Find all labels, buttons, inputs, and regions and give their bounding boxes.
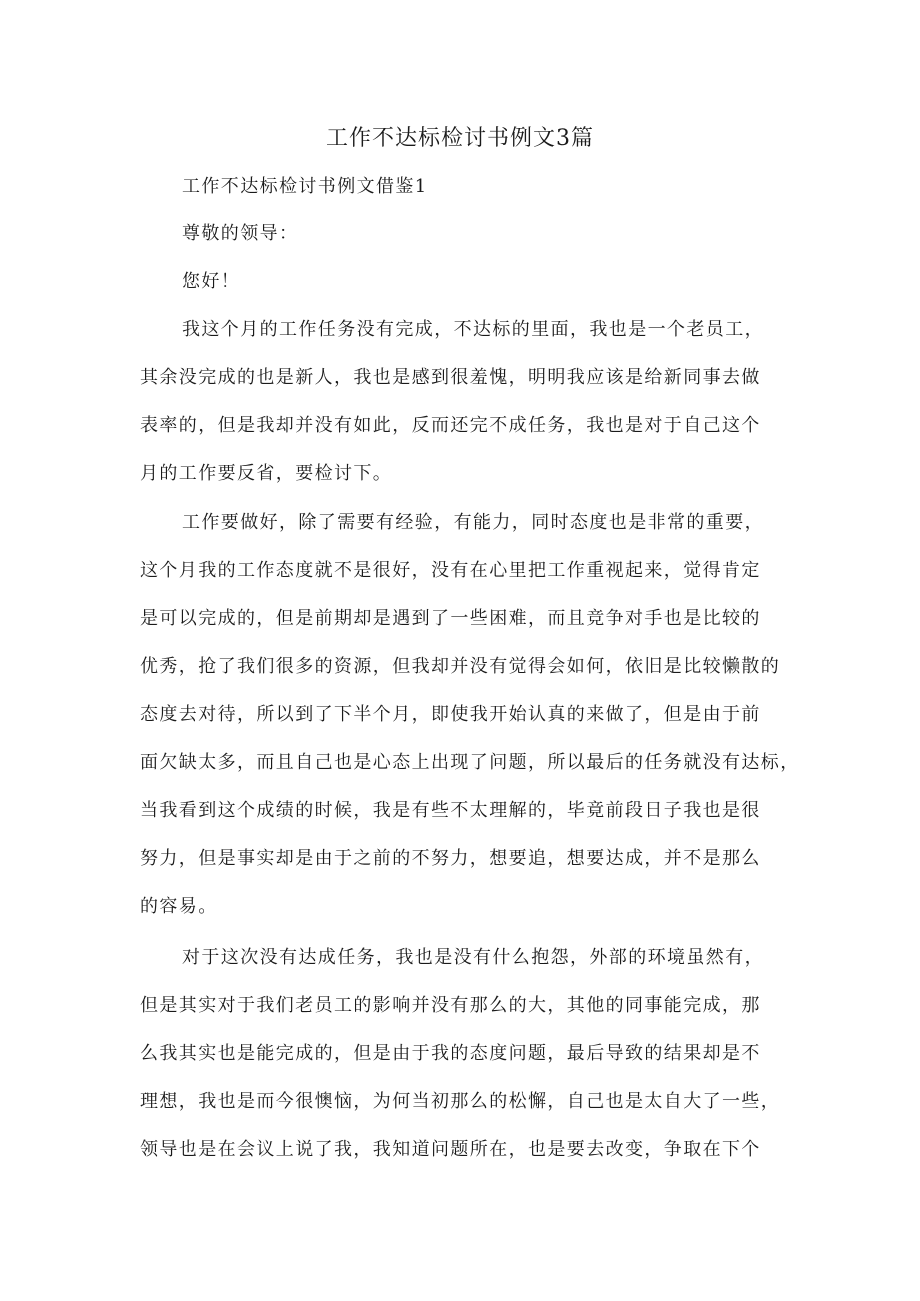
paragraph-2-line: 工作要做好，除了需要有经验，有能力，同时态度也是非常的重要，: [182, 512, 764, 533]
greeting: 您好！: [182, 271, 241, 292]
paragraph-2-line: 当我看到这个成绩的时候，我是有些不太理解的，毕竟前段日子我也是很: [140, 800, 761, 821]
paragraph-1-line: 表率的，但是我却并没有如此，反而还完不成任务，我也是对于自己这个: [140, 415, 761, 436]
paragraph-2-line: 面欠缺太多，而且自己也是心态上出现了问题，所以最后的任务就没有达标，: [140, 752, 800, 773]
paragraph-3-line: 理想，我也是而今很懊恼，为何当初那么的松懈，自己也是太自大了一些，: [140, 1091, 781, 1112]
document-subtitle: 工作不达标检讨书例文借鉴1: [182, 176, 428, 197]
salutation: 尊敬的领导：: [182, 223, 299, 244]
paragraph-2-line: 这个月我的工作态度就不是很好，没有在心里把工作重视起来，觉得肯定: [140, 560, 761, 581]
paragraph-3-line: 么我其实也是能完成的，但是由于我的态度问题，最后导致的结果却是不: [140, 1043, 761, 1064]
document-title: 工作不达标检讨书例文3篇: [326, 126, 594, 151]
paragraph-2-line: 态度去对待，所以到了下半个月，即使我开始认真的来做了，但是由于前: [140, 704, 761, 725]
paragraph-3-line: 领导也是在会议上说了我，我知道问题所在，也是要去改变，争取在下个: [140, 1139, 761, 1160]
paragraph-2-line: 的容易。: [140, 896, 218, 917]
paragraph-2-line: 努力，但是事实却是由于之前的不努力，想要追，想要达成，并不是那么: [140, 848, 761, 869]
paragraph-3-line: 但是其实对于我们老员工的影响并没有那么的大，其他的同事能完成，那: [140, 995, 761, 1016]
paragraph-1-line: 我这个月的工作任务没有完成，不达标的里面，我也是一个老员工，: [182, 319, 764, 340]
paragraph-1-line: 其余没完成的也是新人，我也是感到很羞愧，明明我应该是给新同事去做: [140, 367, 761, 388]
paragraph-3-line: 对于这次没有达成任务，我也是没有什么抱怨，外部的环境虽然有，: [182, 947, 764, 968]
paragraph-2-line: 优秀，抢了我们很多的资源，但我却并没有觉得会如何，依旧是比较懒散的: [140, 656, 781, 677]
paragraph-2-line: 是可以完成的，但是前期却是遇到了一些困难，而且竞争对手也是比较的: [140, 608, 761, 629]
paragraph-1-line: 月的工作要反省，要检讨下。: [140, 463, 393, 484]
